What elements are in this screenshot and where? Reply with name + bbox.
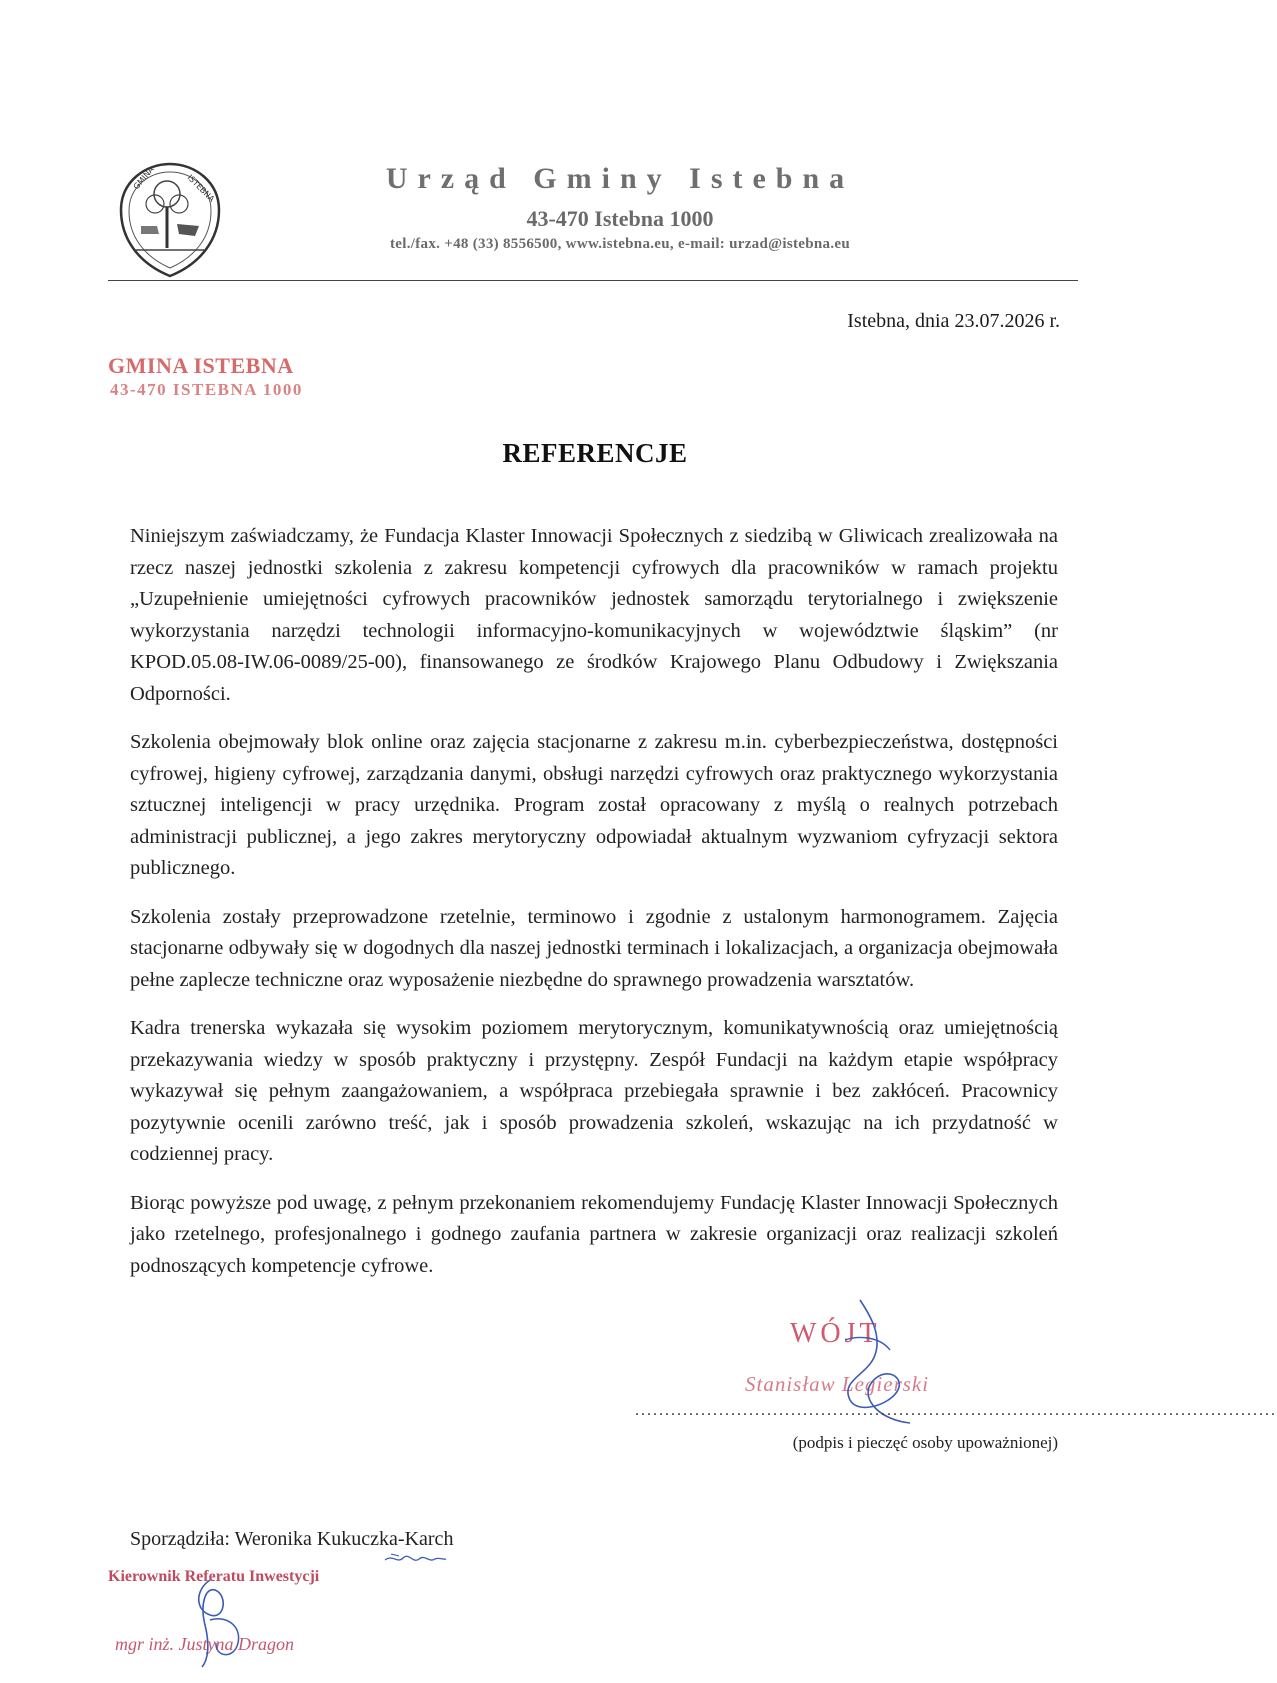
small-signature-icon <box>383 1550 448 1568</box>
wojt-stamp-title: WÓJT <box>790 1318 881 1349</box>
stamp-line-1: GMINA ISTEBNA <box>108 353 294 378</box>
stamp-line-2: 43-470 ISTEBNA 1000 <box>110 380 303 399</box>
header-divider <box>108 280 1078 281</box>
document-date: Istebna, dnia 23.07.2026 r. <box>847 310 1060 332</box>
paragraph-5: Biorąc powyższe pod uwagę, z pełnym przekonaniem rekomendujemy Fundację Klaster Innowacji Społecznych jako rzetelnego, profesjonalnego i godnego zaufania partnera w zakresie organizacji oraz realizacji szkoleń podnoszących kompetencje cyfrowe. <box>130 1191 1058 1277</box>
signature-caption: (podpis i pieczęć osoby upoważnionej) <box>792 1433 1058 1452</box>
manager-name: mgr inż. Justyna Dragon <box>115 1634 294 1654</box>
document-title: REFERENCJE <box>502 438 688 468</box>
paragraph-2: Szkolenia obejmowały blok online oraz zajęcia stacjonarne z zakresu m.in. cyberbezpieczeństwa, dostępności cyfrowej, higieny cyfrowej, zarządzania danymi, obsługi narzędzi cyfrowych oraz praktycznego wykorzystania sztucznej inteligencji w pracy urzędnika. Program został opracowany z myślą o realnych potrzebach administracji publicznej, a jego zakres merytoryczny odpowiadał aktualnym wyzwaniom cyfryzacji sektora publicznego. <box>130 731 1058 879</box>
prepared-by: Sporządziła: Weronika Kukuczka-Karch <box>130 1528 454 1550</box>
office-address: 43-470 Istebna 1000 <box>526 206 714 231</box>
manager-signature-icon <box>180 1575 250 1670</box>
crest-text-right: ISTEBNA <box>185 173 217 204</box>
crest-text-left: GMINA <box>131 164 156 192</box>
office-name: Urząd Gminy Istebna <box>385 162 855 195</box>
wojt-stamp-name: Stanisław Legierski <box>745 1372 930 1396</box>
paragraph-1: Niniejszym zaświadczamy, że Fundacja Klaster Innowacji Społecznych z siedzibą w Gliwicach zrealizowała na rzecz naszej jednostki szkolenia z zakresu kompetencji cyfrowych dla pracowników w ramach projektu „Uzupełnienie umiejętności cyfrowych pracowników jednostek samorządu terytorialnego i zwiększenie wykorzystania narzędzi technologii informacyjno-komunikacyjnych w województwie śląskim” (nr KPOD.05.08-IW.06-0089/25-00), finansowanego ze środków Krajowego Planu Odbudowy i Zwiększania Odporności. <box>130 525 1058 705</box>
office-contact: tel./fax. +48 (33) 8556500, www.istebna.eu, e-mail: urzad@istebna.eu <box>390 236 850 252</box>
paragraph-4: Kadra trenerska wykazała się wysokim poziomem merytorycznym, komunikatywnością oraz umiejętnością przekazywania wiedzy w sposób praktyczny i przystępny. Zespół Fundacji na każdym etapie współpracy wykazywał się pełnym zaangażowaniem, a współpraca przebiegała sprawnie i bez zakłóceń. Pracownicy pozytywnie ocenili zarówno treść, jak i sposób prowadzenia szkoleń, wskazując na ich przydatność w codziennej pracy. <box>130 1017 1058 1165</box>
letter-body <box>130 521 1058 1299</box>
municipality-crest-icon <box>115 160 225 280</box>
signature-line: ........................................................................................................... <box>635 1402 1277 1419</box>
paragraph-3: Szkolenia zostały przeprowadzone rzetelnie, terminowo i zgodnie z ustalonym harmonogramem. Zajęcia stacjonarne odbywały się w dogodnych dla naszej jednostki terminach i lokalizacjach, a organizacja obejmowała pełne zaplecze techniczne oraz wyposażenie niezbędne do sprawnego prowadzenia warsztatów. <box>130 905 1058 991</box>
manager-title: Kierownik Referatu Inwestycji <box>108 1568 320 1585</box>
